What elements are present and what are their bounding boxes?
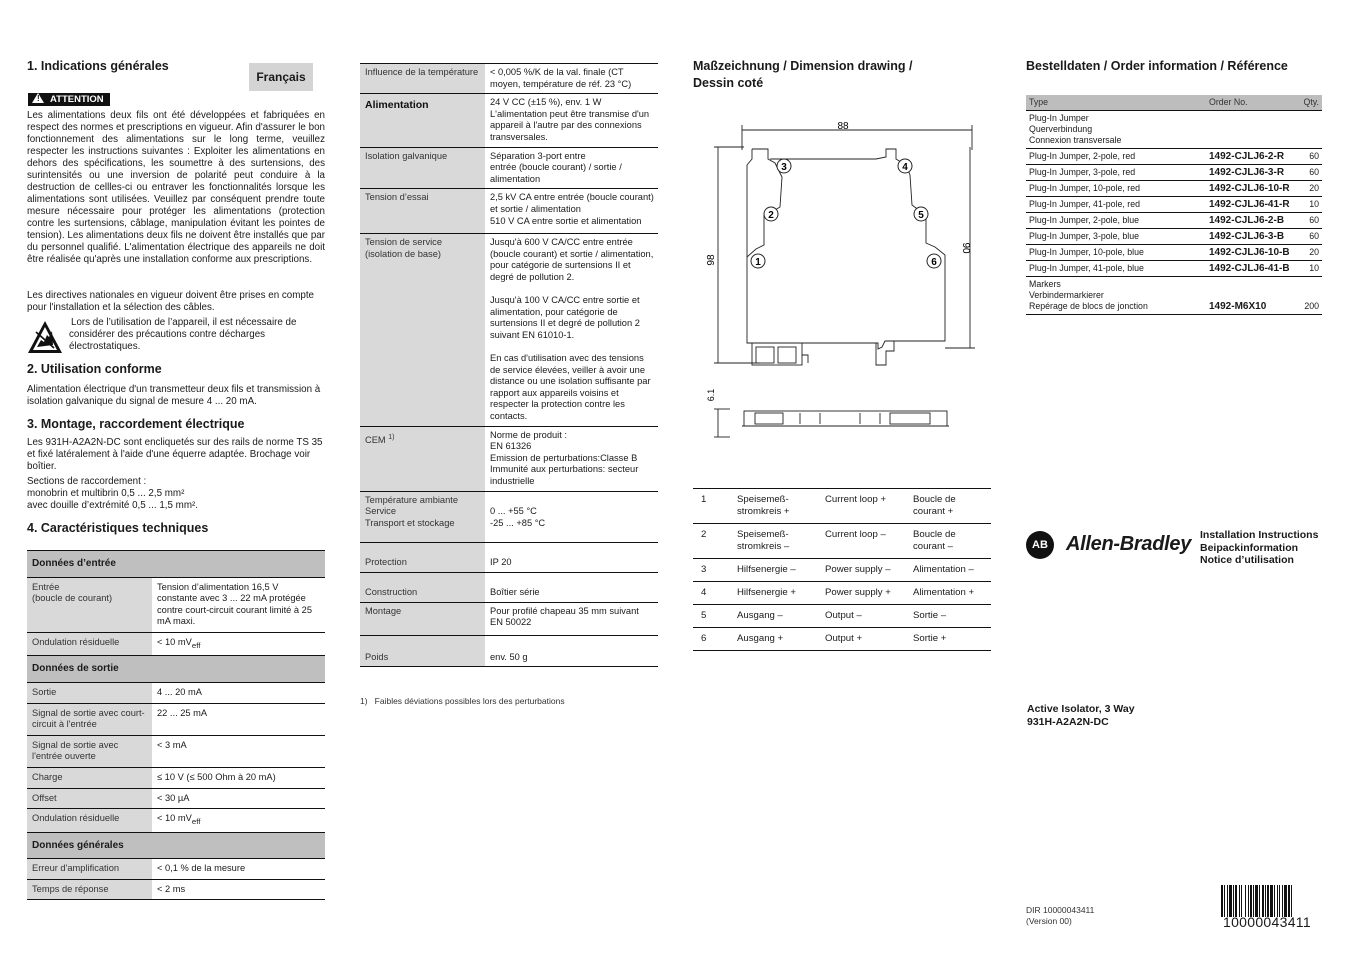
spec-label: Temps de réponse [27, 879, 152, 900]
table-row [693, 559, 991, 582]
table-row [27, 788, 325, 809]
table-row [27, 879, 325, 900]
spec-value: env. 50 g [490, 651, 528, 662]
product-title: Active Isolator, 3 Way [1027, 703, 1135, 715]
doc-type-de: Beipackinformation [1200, 541, 1299, 554]
connection-sections-label: Sections de raccordement : [27, 476, 147, 487]
item-order-no: 1492-CJLJ6-10-R [1209, 183, 1290, 194]
esd-note: Lors de l’utilisation de l’appareil, il est nécessaire de considérer des précautions contre décharges électrostatiques. [69, 317, 297, 352]
spec-value: Norme de produit : EN 61326 Emission de perturbations:Classe B Immunité aux perturbations: secteur industrielle [490, 429, 639, 486]
table-row [693, 524, 991, 559]
pin-number: 4 [701, 587, 707, 598]
item-qty: 60 [1309, 151, 1319, 161]
pin-en: Output – [825, 610, 862, 621]
doc-type-en: Installation Instructions [1200, 529, 1319, 541]
table-row [1026, 261, 1322, 277]
pin-de: Hilfsenergie + [737, 587, 796, 598]
group-label: Plug-In Jumper Querverbindung Connexion transversale [1029, 113, 1122, 145]
footnote-text: Faibles déviations possibles lors des perturbations [374, 696, 565, 706]
spec-label: Signal de sortie avec l'entrée ouverte [27, 735, 152, 767]
item-order-no: 1492-CJLJ6-2-B [1209, 215, 1285, 226]
item-qty: 10 [1309, 199, 1319, 209]
spec-label: Entrée (boucle de courant) [27, 577, 152, 632]
spec-label: Protection [360, 543, 485, 573]
table-row [360, 64, 658, 94]
pin-de: Ausgang + [737, 633, 784, 644]
order-info-title: Bestelldaten / Order information / Référence [1026, 59, 1288, 73]
technical-data-table-continued [360, 63, 658, 667]
table-row [360, 234, 658, 427]
item-type: Plug-In Jumper, 41-pole, blue [1029, 263, 1144, 273]
section-2-title: 2. Utilisation conforme [27, 362, 162, 376]
section-4-title: 4. Caractéristiques techniques [27, 521, 209, 535]
spec-label: Tension d’essai [360, 189, 485, 234]
pin-number: 3 [701, 564, 707, 575]
dim-width-label: 88 [837, 121, 849, 132]
spec-value [152, 632, 325, 655]
table-row [360, 602, 658, 635]
ripple-unit: eff [191, 640, 201, 650]
spec-value: Tension d’alimentation 16,5 V constante avec 3 ... 22 mA protégée contre court-circuit courant limité à 25 mA maxi. [157, 581, 313, 627]
item-qty: 60 [1309, 231, 1319, 241]
ripple-unit: eff [191, 817, 201, 827]
pin-en: Output + [825, 633, 863, 644]
table-row [27, 859, 325, 880]
table-row [27, 735, 325, 767]
brand-name: Allen-Bradley [1066, 533, 1192, 555]
spec-value: < 30 µA [157, 792, 190, 803]
item-order-no: 1492-CJLJ6-10-B [1209, 247, 1290, 258]
section-2-text: Alimentation électrique d'un transmetteur deux fils et transmission à isolation galvanique du signal de mesure 4 ... 20 mA. [27, 384, 321, 407]
terminal-markers [751, 159, 941, 268]
table-row [1026, 149, 1322, 165]
warning-icon: ! [32, 93, 44, 103]
terminal-2-label: 2 [768, 210, 774, 221]
pin-fr: Sortie – [913, 610, 947, 621]
markers-qty: 200 [1304, 301, 1319, 311]
pin-en: Current loop + [825, 494, 887, 505]
spec-label: Montage [360, 602, 485, 635]
order-table [1026, 95, 1322, 315]
table-row [693, 582, 991, 605]
directive-paragraph: Les directives nationales en vigueur doivent être prises en compte pour l'installation et la sélection des câbles. [27, 290, 314, 313]
table-row [360, 147, 658, 189]
pin-fr: Sortie + [913, 633, 947, 644]
table-row [1026, 111, 1322, 149]
document-id [1026, 905, 1094, 927]
markers-type: Markers Verbindermarkierer Repérage de blocs de jonction [1029, 279, 1148, 311]
spec-value: 4 ... 20 mA [157, 687, 202, 698]
section-3-title: 3. Montage, raccordement électrique [27, 417, 245, 431]
item-type: Plug-In Jumper, 10-pole, blue [1029, 247, 1144, 257]
pin-en: Power supply + [825, 587, 891, 598]
footnote-marker: 1) [388, 433, 395, 441]
terminal-6-label: 6 [931, 257, 937, 268]
item-qty: 20 [1309, 247, 1319, 257]
dim-height-left-label: 98 [706, 254, 717, 266]
table-row [1026, 245, 1322, 261]
spec-value: Jusqu'à 600 V CA/CC entre entrée (boucle courant) et sortie / alimentation, pour catégorie de surtensions II et degré de pollution 2. Jusqu'à 100 V CA/CC entre sortie et alimentation, pour catégorie de surtensions II et degré de pollution 2 suivant EN 61010-1. En cas d'utilisation avec des tensions de service élevées, veiller à avoir une distance ou une isolation suffisante par rapport aux appareils voisins et respecter la protection contre les contacts. [490, 237, 654, 422]
barcode-number: 10000043411 [1223, 914, 1311, 930]
item-type: Plug-In Jumper, 2-pole, red [1029, 151, 1136, 161]
item-type: Plug-In Jumper, 41-pole, red [1029, 199, 1141, 209]
spec-value: ≤ 10 V (≤ 500 Ohm à 20 mA) [157, 771, 276, 782]
table-row [693, 605, 991, 628]
item-type: Plug-In Jumper, 3-pole, blue [1029, 231, 1140, 241]
pin-de: Speisemeß- stromkreis + [737, 494, 790, 517]
item-order-no: 1492-CJLJ6-2-R [1209, 151, 1285, 162]
spec-value: Pour profilé chapeau 35 mm suivant EN 50022 [490, 605, 639, 628]
dir-number: DIR 10000043411 [1026, 905, 1095, 915]
item-type: Plug-In Jumper, 10-pole, red [1029, 183, 1141, 193]
table-row [693, 628, 991, 651]
table-row [360, 491, 658, 543]
connection-ferrule: avec douille d’extrémité 0,5 ... 1,5 mm². [27, 500, 198, 511]
table-row [360, 94, 658, 147]
spec-value: < 0,005 %/K de la val. finale (CT moyen, température de réf. 23 °C) [490, 67, 632, 89]
drawing-title-line: Dessin coté [693, 76, 764, 90]
item-qty: 60 [1309, 167, 1319, 177]
pin-de: Speisemeß- stromkreis – [737, 529, 790, 552]
spec-label: Poids [360, 635, 485, 667]
table-row [1026, 181, 1322, 197]
table-row [1026, 197, 1322, 213]
table-row [27, 577, 325, 632]
table-row [27, 632, 325, 655]
esd-warning-icon [27, 320, 63, 354]
spec-value: < 0,1 % de la mesure [157, 863, 246, 874]
terminal-assignment-table [693, 488, 991, 651]
spec-value: Boîtier série [490, 586, 540, 597]
spec-value: < 2 ms [157, 883, 186, 894]
doc-type [1200, 529, 1318, 567]
spec-value: < 3 mA [157, 739, 187, 750]
spec-label: Ondulation résiduelle [27, 632, 152, 655]
item-type: Plug-In Jumper, 3-pole, red [1029, 167, 1136, 177]
section-general-header: Données générales [27, 832, 325, 859]
spec-label: Ondulation résiduelle [27, 809, 152, 832]
table-row [27, 703, 325, 735]
table-row [1026, 229, 1322, 245]
table-row [360, 189, 658, 234]
spec-label: Température ambiante Service Transport et stockage [360, 491, 485, 543]
table-row [360, 635, 658, 667]
table-section-row [27, 656, 325, 683]
attention-badge [28, 93, 110, 106]
table-row [360, 572, 658, 602]
allen-bradley-logo-icon: AB [1026, 531, 1054, 559]
spec-label: Alimentation [360, 94, 485, 147]
language-badge: Français [249, 63, 313, 91]
dim-depth-label: 6.1 [706, 388, 716, 402]
spec-value: 24 V CC (±15 %), env. 1 W L'alimentation peut être transmise d'un appareil à l'autre par des connexions transversales. [490, 97, 650, 142]
ripple-value: < 10 mV [157, 813, 192, 824]
ripple-value: < 10 mV [157, 636, 192, 647]
footnote-number: 1) [360, 696, 368, 706]
drawing-title [693, 59, 912, 90]
cem-label: CEM [365, 434, 386, 445]
table-section-row [27, 551, 325, 578]
section-output-header: Données de sortie [27, 656, 325, 683]
connection-solid: monobrin et multibrin 0,5 ... 2,5 mm² [27, 488, 185, 499]
spec-label: Signal de sortie avec court-circuit à l'entrée [27, 703, 152, 735]
spec-label: Tension de service (isolation de base) [360, 234, 485, 427]
table-row [1026, 165, 1322, 181]
spec-label: Isolation galvanique [360, 147, 485, 189]
col-qty-header: Qty. [1299, 95, 1322, 111]
item-qty: 10 [1309, 263, 1319, 273]
table-row [1026, 277, 1322, 315]
table-row [693, 489, 991, 524]
pin-fr: Alimentation – [913, 564, 974, 575]
table-section-row [27, 832, 325, 859]
intro-paragraph: Les alimentations deux fils ont été développées et fabriquées en respect des normes et prescriptions en vigueur. Afin d'assurer le bon fonctionnement des alimentations sur le long terme, veuillez respecter les instructions suivantes : Exploiter les alimentations en dehors des spécifications, les soumettre à des surtensions, des surintensités ou une inversion de polarité peut conduire à la destruction de cellles-ci ou entraver les fonctionnalités lorsque les alimentations sont utilisées. Veuillez par conséquent prendre toute mesure nécessaire pour protéger les alimentations (protection contre les surtensions, câblage, manipulation évitant les pointes de tension). Les alimentations deux fils ne doivent être installés que par du personnel qualifié. L'alimentation électrique des appareils ne doit être réalisée qu'après une installation conforme aux prescriptions. [27, 110, 325, 265]
section-1-title: 1. Indications générales [27, 59, 169, 73]
terminal-3-label: 3 [781, 162, 787, 173]
table-row [27, 767, 325, 788]
col-type-header: Type [1026, 95, 1206, 111]
pin-de: Hilfsenergie – [737, 564, 796, 575]
item-type: Plug-In Jumper, 2-pole, blue [1029, 215, 1140, 225]
spec-label: Offset [27, 788, 152, 809]
spec-value: 2,5 kV CA entre entrée (boucle courant) et sortie / alimentation 510 V CA entre sortie et alimentation [490, 192, 654, 226]
spec-label: Influence de la température [360, 64, 485, 94]
spec-value: IP 20 [490, 557, 512, 568]
spec-value [152, 809, 325, 832]
table-row [360, 543, 658, 573]
item-order-no: 1492-CJLJ6-41-R [1209, 199, 1290, 210]
pin-fr: Boucle de courant – [913, 529, 956, 552]
drawing-title-line: Maßzeichnung / Dimension drawing / [693, 59, 913, 73]
pin-fr: Boucle de courant + [913, 494, 956, 517]
footnote [360, 696, 565, 708]
spec-value: Séparation 3-port entre entrée (boucle courant) / sortie / alimentation [490, 150, 622, 184]
spec-label: Erreur d'amplification [27, 859, 152, 880]
dimension-drawing [700, 115, 990, 445]
dim-height-right-label: 90 [960, 242, 971, 254]
section-3-text: Les 931H-A2A2N-DC sont encliquetés sur des rails de norme TS 35 et fixé latéralement à l'aide d'une équerre adaptée. Brochage voir boîtier. [27, 437, 323, 472]
spec-label: Charge [27, 767, 152, 788]
markers-order-no: 1492-M6X10 [1209, 301, 1267, 312]
table-row [360, 426, 658, 491]
pin-number: 6 [701, 633, 707, 644]
spec-value: 0 ... +55 °C -25 ... +85 °C [490, 506, 546, 528]
spec-label: Construction [360, 572, 485, 602]
spec-value: 22 ... 25 mA [157, 707, 208, 718]
table-row [27, 683, 325, 704]
spec-label [360, 426, 485, 491]
item-order-no: 1492-CJLJ6-41-B [1209, 263, 1290, 274]
terminal-4-label: 4 [902, 162, 908, 173]
spec-label: Sortie [27, 683, 152, 704]
pin-en: Power supply – [825, 564, 891, 575]
section-input-header: Données d’entrée [27, 551, 325, 578]
pin-de: Ausgang – [737, 610, 783, 621]
version-label: (Version 00) [1026, 916, 1072, 926]
pin-en: Current loop – [825, 529, 886, 540]
attention-label: ATTENTION [50, 94, 104, 105]
doc-type-fr: Notice d’utilisation [1200, 554, 1294, 566]
product-name [1027, 703, 1135, 729]
pin-number: 5 [701, 610, 707, 621]
barcode-icon [1221, 885, 1322, 917]
item-qty: 20 [1309, 183, 1319, 193]
pin-number: 1 [701, 494, 707, 505]
item-order-no: 1492-CJLJ6-3-B [1209, 231, 1285, 242]
table-row [1026, 213, 1322, 229]
terminal-1-label: 1 [755, 257, 761, 268]
table-row [27, 809, 325, 832]
col-order-header: Order No. [1206, 95, 1299, 111]
pin-number: 2 [701, 529, 707, 540]
table-header-row [1026, 95, 1322, 111]
technical-data-table [27, 550, 325, 900]
product-code: 931H-A2A2N-DC [1027, 716, 1109, 728]
item-order-no: 1492-CJLJ6-3-R [1209, 167, 1285, 178]
terminal-5-label: 5 [918, 210, 924, 221]
pin-fr: Alimentation + [913, 587, 975, 598]
item-qty: 60 [1309, 215, 1319, 225]
